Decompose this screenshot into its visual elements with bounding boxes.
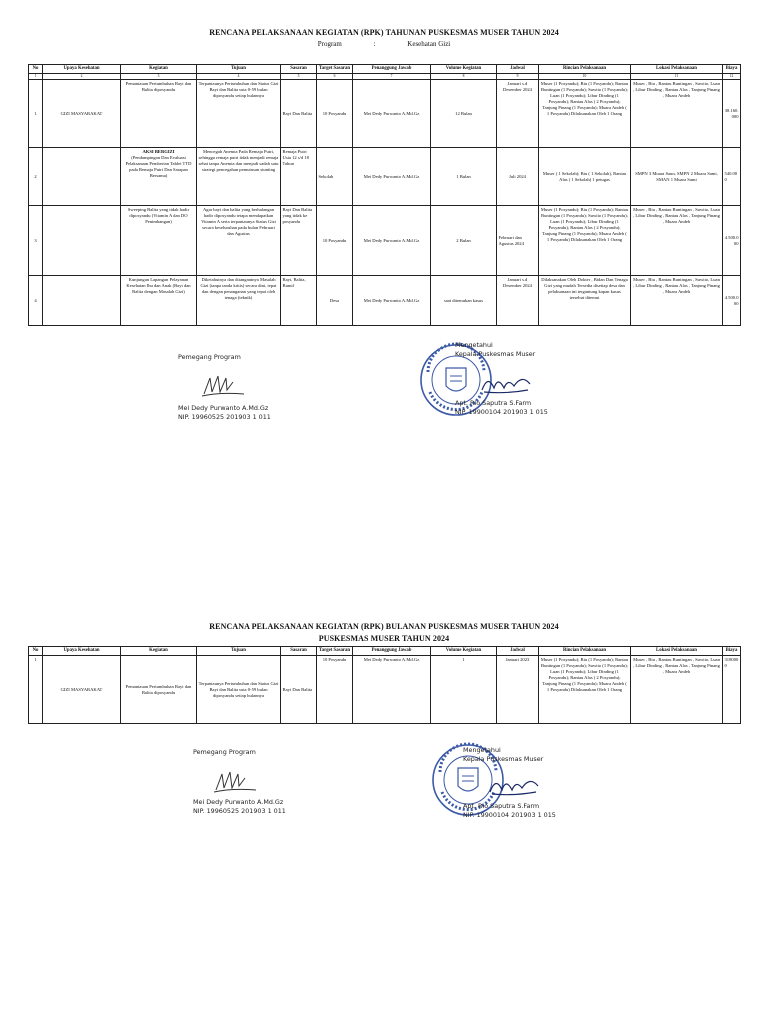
header-kegiatan: Kegiatan (121, 647, 197, 656)
row-target: Sekolah (317, 148, 353, 206)
program-value: Kesehatan Gizi (407, 40, 451, 48)
program-line (0, 40, 768, 48)
program-separator: : (373, 40, 376, 48)
row-upaya: GIZI MASYARAKAT (43, 80, 121, 148)
table-row (29, 656, 741, 724)
monthly-title: RENCANA PELAKSANAAN KEGIATAN (RPK) BULANAN PUSKESMAS MUSER TAHUN 2024 (209, 622, 559, 631)
monthly-head-name-block (463, 802, 556, 820)
index-cell: 2 (43, 74, 121, 80)
row-sasaran: Bayi, Balita, Bumil (281, 276, 317, 326)
monthly-holder-name-block (193, 798, 286, 816)
header-kegiatan: Kegiatan (121, 65, 197, 74)
table-row (29, 206, 741, 276)
annual-header-row (29, 65, 741, 74)
row-tujuan: Terpantaunya Pertumbuhan dan Status Gizi Bayi dan Balita usia 0-59 bulan diposyandu setiap bulannya (197, 656, 281, 724)
row-biaya: 4.500.000 (723, 206, 741, 276)
row-volume: 1 (431, 656, 497, 724)
head-name: Apt. Rio Saputra S.Farm (463, 802, 540, 810)
row-biaya: 38.160.000 (723, 80, 741, 148)
head-role: Kepala Puskesmas Muser (463, 755, 544, 763)
holder-role: Pemegang Program (178, 353, 241, 361)
annual-holder-block (178, 353, 241, 361)
annual-rpk-table (28, 64, 741, 326)
header-upaya: Upaya Kesehatan (43, 65, 121, 74)
monthly-header-row (29, 647, 741, 656)
row-jadwal: Januari 2023 (497, 656, 539, 724)
row-pj: Mei Dedy Purwanto A.Md.Gz (353, 148, 431, 206)
header-target: Target Sasaran (317, 65, 353, 74)
row-lokasi: Muser , Biu , Rantau Buntingan , Suwito, Luan , Libur Dinding , Rantau Alas , Tanjung Pinang , Muara Andeh (631, 206, 723, 276)
row-pj: Mei Dedy Purwanto A.Md.Gz (353, 656, 431, 724)
header-biaya: Biaya (723, 65, 741, 74)
row-no: 2 (29, 148, 43, 206)
row-upaya (43, 148, 121, 206)
index-cell: 7 (353, 74, 431, 80)
header-jadwal: Jadwal (497, 65, 539, 74)
row-jadwal: Februari dan Agustus 2024 (497, 206, 539, 276)
row-biaya: 4.500.000 (723, 276, 741, 326)
row-target: 10 Posyandu (317, 656, 353, 724)
row-kegiatan: Sweeping Balita yang tidak hadir diposyandu (Vitamin A dan DO Penimbangan) (121, 206, 197, 276)
row-kegiatan: Pemantauan Pertumbuhan Bayi dan Balita diposyandu (121, 656, 197, 724)
head-know: Mengetahui (463, 746, 501, 754)
row-target: 10 Posyandu (317, 206, 353, 276)
row-volume: 2 Bulan (431, 206, 497, 276)
annual-head-block (455, 341, 535, 359)
row-jadwal: Juli 2024 (497, 148, 539, 206)
header-rincian: Rincian Pelaksanaan (539, 647, 631, 656)
row-kegiatan (121, 148, 197, 206)
head-nip: NIP. 19900104 201903 1 015 (463, 811, 556, 819)
row-no: 4 (29, 276, 43, 326)
header-volume: Volume Kegiatan (431, 647, 497, 656)
monthly-holder-block (193, 748, 256, 756)
row-lokasi: Muser , Biu , Rantau Buntingan , Suwito, Luan , Libur Dinding , Rantau Alas , Tanjung Pinang , Muara Andeh (631, 80, 723, 148)
table-row (29, 276, 741, 326)
header-upaya: Upaya Kesehatan (43, 647, 121, 656)
header-sasaran: Sasaran (281, 65, 317, 74)
head-role: Kepala Puskesmas Muser (455, 350, 536, 358)
header-tujuan: Tujuan (197, 65, 281, 74)
row-no: 1 (29, 656, 43, 724)
index-cell: 11 (631, 74, 723, 80)
holder-name: Mei Dedy Purwanto A.Md.Gz (193, 798, 284, 806)
header-target: Target Sasaran (317, 647, 353, 656)
row-rincian: Dilaksanakan Oleh Dokter , Bidan Dan Tenaga Gizi yang mudah Tersedia disetiap desa dan pelaksanaan ini tergantung kapan kasus tersebut ditemui (539, 276, 631, 326)
head-nip: NIP. 19900104 201903 1 015 (455, 408, 548, 416)
monthly-subtitle: PUSKESMAS MUSER TAHUN 2024 (318, 634, 450, 643)
header-pj: Penanggung Jawab (353, 647, 431, 656)
index-cell: 4 (197, 74, 281, 80)
row-no: 1 (29, 80, 43, 148)
row-sasaran: Bayi Dan Balita (281, 656, 317, 724)
index-cell: 3 (121, 74, 197, 80)
index-cell: 10 (539, 74, 631, 80)
holder-nip: NIP. 19960525 201903 1 011 (178, 413, 271, 421)
row-rincian: Muser ( 1 Sekolah); Biu ( 1 Sekolah), Rantau Alas ( 1 Sekolah) 1 petugas (539, 148, 631, 206)
header-lokasi: Lokasi Pelaksanaan (631, 647, 723, 656)
head-signature-icon (478, 370, 534, 398)
row-lokasi: Muser , Biu , Rantau Buntingan , Suwito, Luan , Libur Dinding , Rantau Alas , Tanjung Pinang , Muara Andeh (631, 276, 723, 326)
row-rincian: Muser (1 Posyandu); Biu (1 Posyandu); Rantau Buntingan (1 Posyandu); Suwito (1 Posyandu); Luan (1 Posyandu); Libur Dinding (1 Posyandu); Rantau Alas ( 2 Posyandu); Tanjung Pinang (1 Posyandu); Muara Andeh ( 1 Posyandu) Dilaksanakan Oleh 1 Orang (539, 206, 631, 276)
header-volume: Volume Kegiatan (431, 65, 497, 74)
row-biaya: 3180000 (723, 656, 741, 724)
header-rincian: Rincian Pelaksanaan (539, 65, 631, 74)
index-cell: 5 (281, 74, 317, 80)
row-pj: Mei Dedy Purwanto A.Md.Gz (353, 206, 431, 276)
row-lokasi: Muser , Biu , Rantau Buntingan , Suwito, Luan , Libur Dinding , Rantau Alas , Tanjung Pinang , Muara Andeh (631, 656, 723, 724)
row-target: 10 Posyandu (317, 80, 353, 148)
header-sasaran: Sasaran (281, 647, 317, 656)
header-lokasi: Lokasi Pelaksanaan (631, 65, 723, 74)
row-jadwal: Januari s.d Desember 2024 (497, 276, 539, 326)
row-target: Desa (317, 276, 353, 326)
row-volume: 1 Bulan (431, 148, 497, 206)
row-biaya: 540.000 (723, 148, 741, 206)
row-volume: saat ditemukan kasus (431, 276, 497, 326)
holder-nip: NIP. 19960525 201903 1 011 (193, 807, 286, 815)
row-jadwal: Januari s.d Desember 2024 (497, 80, 539, 148)
holder-name: Mei Dedy Purwanto A.Md.Gz (178, 404, 269, 412)
index-cell: 1 (29, 74, 43, 80)
row-upaya (43, 276, 121, 326)
header-jadwal: Jadwal (497, 647, 539, 656)
head-name: Apt. Rio Saputra S.Farm (455, 399, 532, 407)
holder-role: Pemegang Program (193, 748, 256, 756)
index-cell: 12 (723, 74, 741, 80)
row-lokasi: SMPN 3 Muara Saun, SMPN 2 Muara Sami, SMAN 1 Muara Sami (631, 148, 723, 206)
row-tujuan: Terpantaunya Pertumbuhan dan Status Gizi Bayi dan Balita usia 0-59 bulan diposyandu setiap bulannya (197, 80, 281, 148)
header-pj: Penanggung Jawab (353, 65, 431, 74)
holder-signature-icon (200, 372, 246, 400)
header-biaya: Biaya (723, 647, 741, 656)
header-no: No (29, 65, 43, 74)
annual-holder-name-block (178, 404, 271, 422)
row-upaya: GIZI MASYARAKAT (43, 656, 121, 724)
row-kegiatan-detail: (Pendampingan Dan Evaluasi Pelaksanaan Pemberian Tablet TTD pada Remaja Putri Dan Sarapan Bersama) (125, 155, 192, 178)
row-sasaran: Remaja Putri Usia 12 s/d 18 Tahun (281, 148, 317, 206)
row-tujuan: Mencegah Anemia Pada Remaja Putri, sehingga remaja putri tidak menjadi remaja sehat tanpa Anemia dan menjadi sadah satu strategi pencegahan pemutusan stunting (197, 148, 281, 206)
row-volume: 12 Bulan (431, 80, 497, 148)
row-rincian: Muser (1 Posyandu); Biu (1 Posyandu); Rantau Buntingan (1 Posyandu); Suwito (1 Posyandu); Luan (1 Posyandu); Libur Dinding (1 Posyandu); Rantau Alas ( 2 Posyandu); Tanjung Pinang (1 Posyandu); Muara Andeh ( 1 Posyandu) Dilaksanakan Oleh 1 Orang (539, 80, 631, 148)
row-kegiatan-heading: AKSI BERGIZI (142, 149, 175, 155)
index-cell: 6 (317, 74, 353, 80)
row-no: 3 (29, 206, 43, 276)
row-sasaran: Bayi Dan Balita yang tidak ke posyandu (281, 206, 317, 276)
row-upaya (43, 206, 121, 276)
row-kegiatan: Kunjungan Lapangan Pelayanan Kesehatan Ibu dan Anak (Bayi dan Balita dengan Masalah Gizi) (121, 276, 197, 326)
row-pj: Mei Dedy Purwanto A.Md.Gz (353, 276, 431, 326)
head-signature-icon (486, 772, 542, 800)
row-tujuan: Diketahuinya dan ditanganinya Masalah Gizi (tanpa tanda kritis) secara dini, tepat dan dengan penanganan yang tepat oleh tenaga (teknik) (197, 276, 281, 326)
header-no: No (29, 647, 43, 656)
annual-title: RENCANA PELAKSANAAN KEGIATAN (RPK) TAHUNAN PUSKESMAS MUSER TAHUN 2024 (209, 28, 559, 37)
row-tujuan: Agar bayi dan balita yang berhalangan hadir diposyandu tetapa mendapatkan Vitamin A serta terpantaunya Status Gizi secara keseluruhan pada bulan Februari dan Agustus (197, 206, 281, 276)
row-pj: Mei Dedy Purwanto A.Md.Gz (353, 80, 431, 148)
table-row (29, 80, 741, 148)
monthly-rpk-table (28, 646, 741, 724)
table-row (29, 148, 741, 206)
row-sasaran: Bayi Dan Balita (281, 80, 317, 148)
head-know: Mengetahui (455, 341, 493, 349)
annual-head-name-block (455, 399, 548, 417)
header-tujuan: Tujuan (197, 647, 281, 656)
program-label: Program (317, 40, 342, 48)
index-cell: 9 (497, 74, 539, 80)
row-kegiatan: Pemantauan Pertumbuhan Bayi dan Balita diposyandu (121, 80, 197, 148)
index-cell: 8 (431, 74, 497, 80)
holder-signature-icon (212, 768, 258, 796)
row-rincian: Muser (1 Posyandu); Biu (1 Posyandu); Rantau Buntingan (1 Posyandu); Suwito (1 Posyandu); Luan (1 Posyandu); Libur Dinding (1 Posyandu); Rantau Alas ( 2 Posyandu); Tanjung Pinang (1 Posyandu); Muara Andeh ( 1 Posyandu) Dilaksanakan Oleh 1 Orang (539, 656, 631, 724)
monthly-head-block (463, 746, 543, 764)
